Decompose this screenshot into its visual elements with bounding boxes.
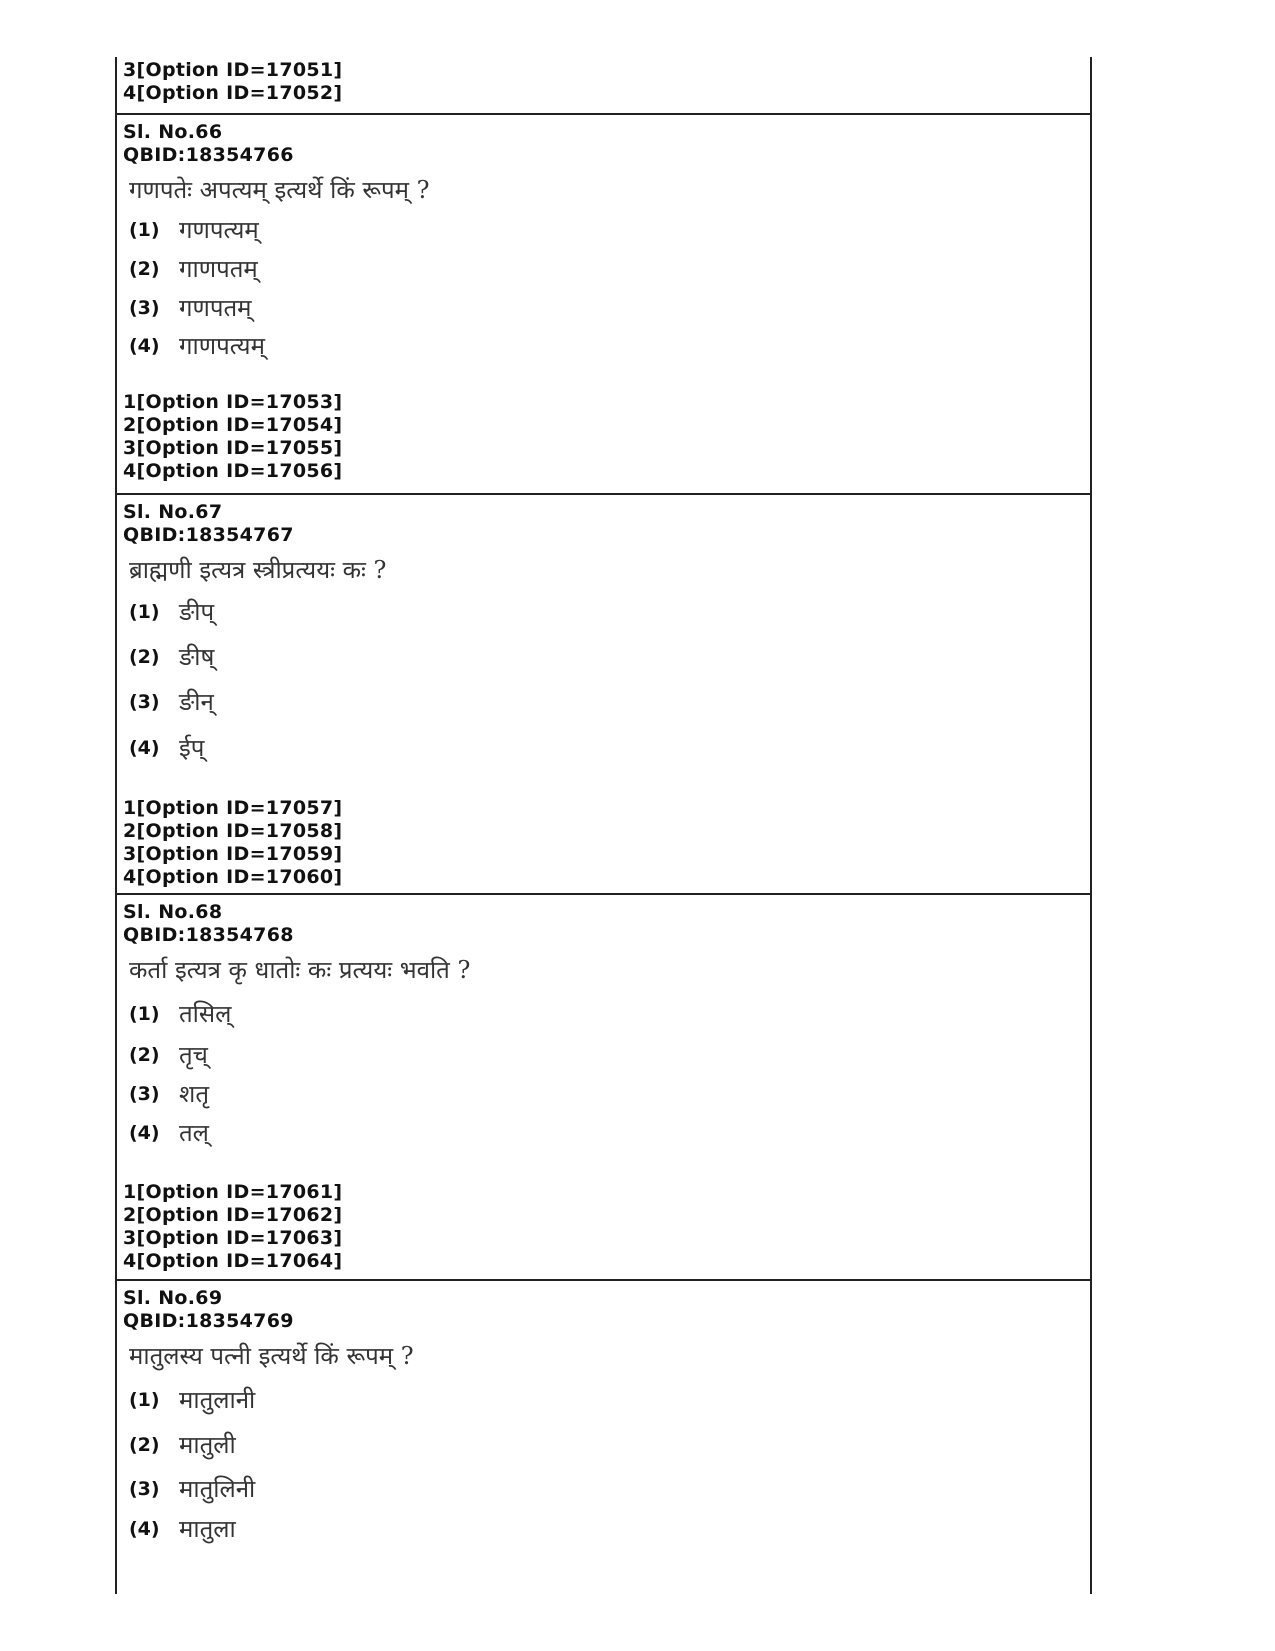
option-text: गाणपतम् [179,255,258,283]
option-4 [129,1512,236,1545]
option-id-line: 4[Option ID=17060] [123,866,343,888]
option-number: (3) [129,296,160,319]
option-text: ईप् [179,734,205,762]
option-number: (2) [129,1433,160,1456]
option-text: तसिल् [179,1000,232,1028]
option-id-line: 2[Option ID=17054] [123,414,343,436]
option-number: (1) [129,218,160,241]
option-3 [129,1472,255,1505]
question-paper-frame [115,57,1092,1594]
option-1 [129,595,214,628]
question-text: मातुलस्य पत्नी इत्यर्थे किं रूपम् ? [129,1342,414,1370]
question-block-66 [117,113,1090,495]
option-id-line: 4[Option ID=17052] [123,82,343,104]
option-3 [129,685,214,718]
option-id-line: 2[Option ID=17062] [123,1204,343,1226]
option-number: (4) [129,334,160,357]
option-id-line: 2[Option ID=17058] [123,820,343,842]
option-1 [129,1383,255,1416]
option-id-line: 1[Option ID=17053] [123,391,343,413]
serial-number: Sl. No.66 [123,121,223,143]
option-2 [129,1428,236,1461]
option-number: (3) [129,1477,160,1500]
qbid: QBID:18354769 [123,1310,294,1332]
option-text: तल् [179,1119,209,1147]
option-id-line: 1[Option ID=17057] [123,797,343,819]
option-text: ङीप् [179,598,215,626]
option-id-line: 3[Option ID=17063] [123,1227,343,1249]
option-ids [117,391,342,483]
previous-question-option-ids [117,59,1090,105]
option-id-line: 1[Option ID=17061] [123,1181,343,1203]
serial-number: Sl. No.68 [123,901,223,923]
option-ids [117,797,342,889]
option-number: (2) [129,257,160,280]
option-text: गणपत्यम् [179,216,259,244]
option-text: मातुली [179,1431,236,1459]
option-number: (2) [129,1043,160,1066]
option-number: (2) [129,645,160,668]
qbid: QBID:18354767 [123,524,294,546]
option-text: ङीन् [179,688,214,716]
option-number: (1) [129,1388,160,1411]
option-4 [129,329,265,362]
option-3 [129,1077,209,1110]
option-number: (1) [129,600,160,623]
option-number: (4) [129,1517,160,1540]
option-ids [117,1181,342,1273]
qbid: QBID:18354768 [123,924,294,946]
option-2 [129,252,258,285]
option-number: (1) [129,1002,160,1025]
option-number: (4) [129,1121,160,1144]
option-text: शतृ [179,1080,209,1108]
option-2 [129,1038,208,1071]
question-block-67 [117,493,1090,895]
question-text: ब्राह्मणी इत्यत्र स्त्रीप्रत्ययः कः ? [129,556,387,584]
question-text: कर्ता इत्यत्र कृ धातोः कः प्रत्ययः भवति ? [129,956,471,984]
option-3 [129,291,252,324]
option-text: गाणपत्यम् [179,332,265,360]
option-id-line: 3[Option ID=17059] [123,843,343,865]
option-text: मातुलिनी [179,1475,256,1503]
qbid: QBID:18354766 [123,144,294,166]
option-id-line: 4[Option ID=17056] [123,460,343,482]
option-2 [129,640,214,673]
option-1 [129,213,259,246]
question-block-68 [117,893,1090,1281]
option-id-line: 3[Option ID=17055] [123,437,343,459]
option-text: मातुला [179,1515,236,1543]
option-id-line: 4[Option ID=17064] [123,1250,343,1272]
option-number: (3) [129,690,160,713]
option-number: (4) [129,736,160,759]
option-text: मातुलानी [179,1386,256,1414]
option-4 [129,731,204,764]
option-number: (3) [129,1082,160,1105]
option-id-line: 3[Option ID=17051] [123,59,343,81]
serial-number: Sl. No.67 [123,501,223,523]
option-text: गणपतम् [179,294,252,322]
serial-number: Sl. No.69 [123,1287,223,1309]
option-text: ङीष् [179,643,215,671]
question-block-69 [117,1279,1090,1596]
option-1 [129,997,231,1030]
option-text: तृच् [179,1041,208,1069]
question-text: गणपतेः अपत्यम् इत्यर्थे किं रूपम् ? [129,176,430,204]
option-4 [129,1116,209,1149]
